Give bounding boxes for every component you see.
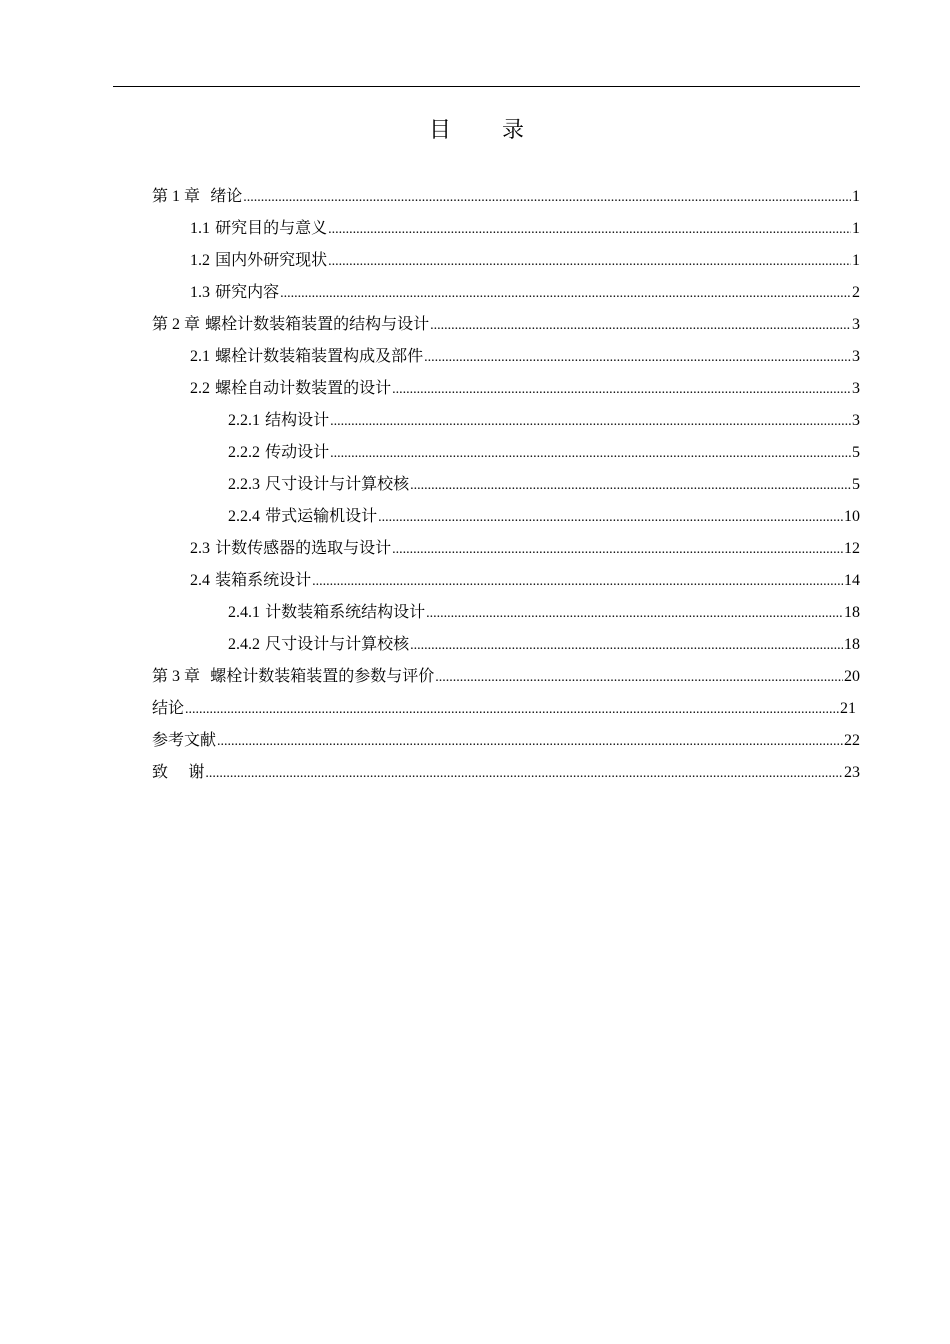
toc-entry-number: 1.2 bbox=[190, 252, 210, 269]
toc-entry-2-2-3[interactable] bbox=[228, 468, 860, 500]
toc-entry-chapter-3[interactable] bbox=[152, 660, 860, 692]
toc-entry-page: 12 bbox=[844, 540, 860, 557]
toc-entry-label bbox=[228, 500, 377, 533]
toc-entry-label bbox=[190, 372, 391, 405]
toc-entry-label bbox=[190, 212, 327, 245]
toc-entry-label bbox=[228, 404, 329, 437]
toc-entry-label bbox=[152, 180, 242, 213]
toc-entry-2-4[interactable] bbox=[190, 564, 860, 596]
toc-leader-dots bbox=[312, 566, 843, 598]
toc-entry-page: 10 bbox=[844, 508, 860, 525]
toc-entry-chapter-1[interactable] bbox=[152, 180, 860, 212]
toc-entry-number: 1.3 bbox=[190, 284, 210, 301]
toc-entry-text: 结论 bbox=[152, 698, 185, 717]
toc-entry-page: 3 bbox=[852, 380, 860, 397]
toc-leader-dots bbox=[328, 246, 851, 278]
toc-entry-label bbox=[152, 308, 429, 341]
header-rule bbox=[113, 86, 860, 87]
toc-entry-2-1[interactable] bbox=[190, 340, 860, 372]
toc-entry-text: 绪论 bbox=[210, 186, 243, 205]
toc-leader-dots bbox=[430, 310, 851, 342]
page-title: 目 录 bbox=[429, 118, 546, 143]
toc-entry-page: 3 bbox=[852, 316, 860, 333]
toc-entry-page: 21 bbox=[840, 700, 856, 717]
toc-entry-text: 计数装箱系统结构设计 bbox=[265, 602, 426, 621]
toc-entry-number: 2.2.4 bbox=[228, 508, 260, 525]
toc-entry-text: 装箱系统设计 bbox=[215, 570, 312, 589]
toc-entry-text: 螺栓计数装箱装置的结构与设计 bbox=[205, 314, 430, 333]
toc-entry-label bbox=[152, 756, 204, 788]
toc-entry-page: 1 bbox=[852, 188, 860, 205]
toc-entry-number: 第 2 章 bbox=[152, 316, 201, 333]
toc-entry-2-2[interactable] bbox=[190, 372, 860, 404]
toc-entry-page: 3 bbox=[852, 412, 860, 429]
toc-leader-dots bbox=[280, 278, 851, 310]
toc-entry-label bbox=[190, 564, 311, 597]
toc-entry-text: 尺寸设计与计算校核 bbox=[265, 474, 410, 493]
toc-entry-label bbox=[228, 596, 425, 629]
toc-entry-acknowledgements[interactable] bbox=[152, 756, 860, 788]
toc-leader-dots bbox=[392, 534, 843, 566]
toc-leader-dots bbox=[205, 758, 843, 790]
toc-entry-number: 2.2.2 bbox=[228, 444, 260, 461]
toc-entry-text: 螺栓自动计数装置的设计 bbox=[215, 378, 392, 397]
toc-entry-number: 2.4 bbox=[190, 572, 210, 589]
toc-entry-label bbox=[228, 628, 409, 661]
toc-leader-dots bbox=[435, 662, 843, 694]
toc-leader-dots bbox=[410, 630, 843, 662]
toc-leader-dots bbox=[328, 214, 851, 246]
toc-entry-text: 传动设计 bbox=[265, 442, 330, 461]
toc-entry-text: 计数传感器的选取与设计 bbox=[215, 538, 392, 557]
toc-entry-label bbox=[152, 724, 216, 756]
toc-leader-dots bbox=[392, 374, 851, 406]
toc-entry-number: 2.1 bbox=[190, 348, 210, 365]
toc-entry-number: 2.2.3 bbox=[228, 476, 260, 493]
toc-leader-dots bbox=[243, 182, 851, 214]
toc-entry-text: 结构设计 bbox=[265, 410, 330, 429]
toc-entry-number: 第 1 章 bbox=[152, 188, 201, 205]
toc-entry-label bbox=[190, 340, 423, 373]
toc-entry-1-1[interactable] bbox=[190, 212, 860, 244]
toc-entry-text: 带式运输机设计 bbox=[265, 506, 378, 525]
toc-entry-page: 3 bbox=[852, 348, 860, 365]
toc-entry-page: 5 bbox=[852, 476, 860, 493]
toc-entry-page: 2 bbox=[852, 284, 860, 301]
toc-entry-2-4-1[interactable] bbox=[228, 596, 860, 628]
toc-entry-chapter-2[interactable] bbox=[152, 308, 860, 340]
toc-entry-text: 螺栓计数装箱装置的参数与评价 bbox=[210, 666, 435, 685]
toc-leader-dots bbox=[185, 694, 839, 726]
toc-entry-text: 参考文献 bbox=[152, 730, 217, 749]
toc-entry-text: 研究目的与意义 bbox=[215, 218, 328, 237]
toc-entry-text: 致 谢 bbox=[152, 762, 205, 781]
toc-entry-page: 18 bbox=[844, 604, 860, 621]
toc-entry-text: 尺寸设计与计算校核 bbox=[265, 634, 410, 653]
toc-entry-label bbox=[152, 660, 434, 693]
toc-leader-dots bbox=[410, 470, 851, 502]
toc-leader-dots bbox=[378, 502, 843, 534]
toc-entry-1-3[interactable] bbox=[190, 276, 860, 308]
toc-entry-page: 1 bbox=[852, 220, 860, 237]
toc-entry-number: 2.4.1 bbox=[228, 604, 260, 621]
toc-entry-page: 20 bbox=[844, 668, 860, 685]
toc-entry-label bbox=[152, 692, 184, 724]
toc-entry-number: 2.2 bbox=[190, 380, 210, 397]
toc-entry-number: 2.4.2 bbox=[228, 636, 260, 653]
toc-entry-2-3[interactable] bbox=[190, 532, 860, 564]
toc-entry-page: 22 bbox=[844, 732, 860, 749]
toc-entry-label bbox=[190, 276, 279, 309]
toc-entry-text: 研究内容 bbox=[215, 282, 280, 301]
toc-entry-1-2[interactable] bbox=[190, 244, 860, 276]
toc-entry-label bbox=[228, 436, 329, 469]
toc-leader-dots bbox=[426, 598, 843, 630]
toc-entry-label bbox=[190, 532, 391, 565]
toc-entry-text: 国内外研究现状 bbox=[215, 250, 328, 269]
toc-entry-conclusion[interactable] bbox=[152, 692, 856, 724]
toc-entry-page: 1 bbox=[852, 252, 860, 269]
toc-entry-2-2-1[interactable] bbox=[228, 404, 860, 436]
toc-entry-label bbox=[190, 244, 327, 277]
toc-entry-page: 23 bbox=[844, 764, 860, 781]
toc-entry-page: 18 bbox=[844, 636, 860, 653]
toc-entry-number: 1.1 bbox=[190, 220, 210, 237]
toc-entry-2-4-2[interactable] bbox=[228, 628, 860, 660]
toc-leader-dots bbox=[330, 406, 851, 438]
toc-leader-dots bbox=[217, 726, 843, 758]
toc-leader-dots bbox=[330, 438, 851, 470]
toc-entry-number: 第 3 章 bbox=[152, 668, 201, 685]
toc-entry-text: 螺栓计数装箱装置构成及部件 bbox=[215, 346, 424, 365]
toc-entry-2-2-2[interactable] bbox=[228, 436, 860, 468]
toc-entry-page: 5 bbox=[852, 444, 860, 461]
toc-entry-2-2-4[interactable] bbox=[228, 500, 860, 532]
toc-entry-references[interactable] bbox=[152, 724, 860, 756]
toc-entry-page: 14 bbox=[844, 572, 860, 589]
toc-leader-dots bbox=[424, 342, 851, 374]
toc-entry-number: 2.2.1 bbox=[228, 412, 260, 429]
toc-entry-number: 2.3 bbox=[190, 540, 210, 557]
toc-entry-label bbox=[228, 468, 409, 501]
